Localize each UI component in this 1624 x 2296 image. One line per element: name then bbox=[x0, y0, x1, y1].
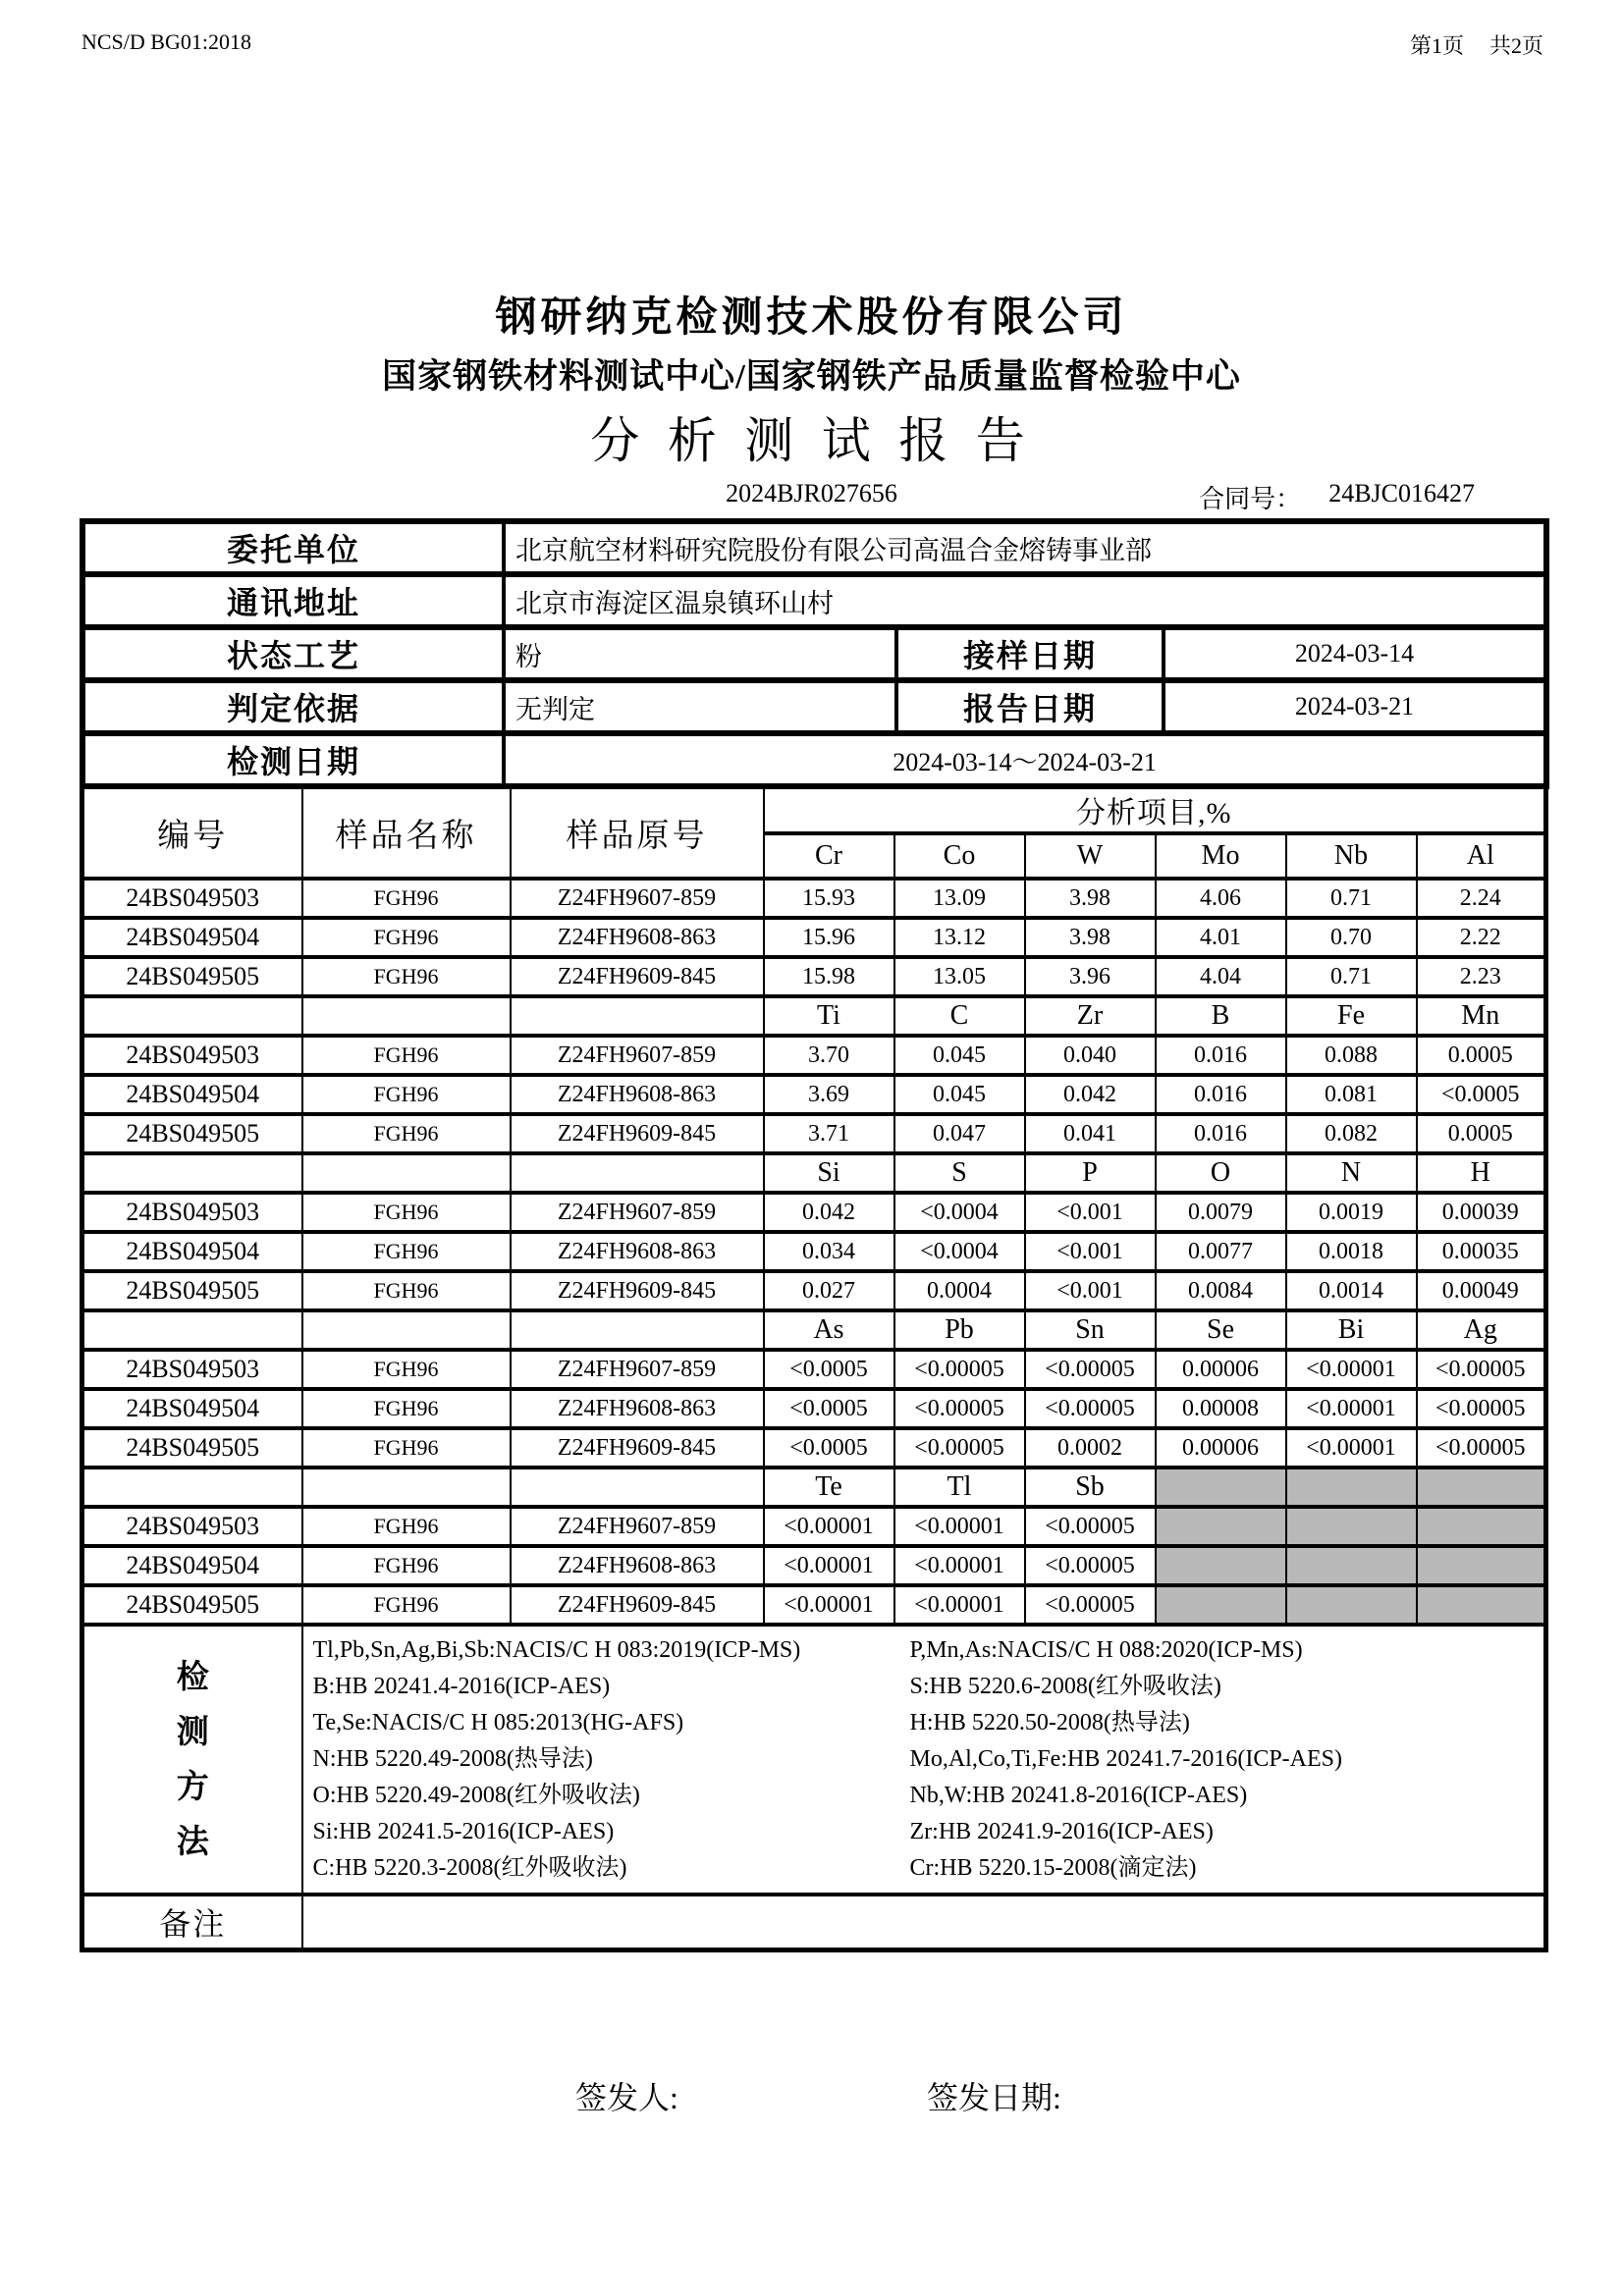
value-cell: <0.00001 bbox=[894, 1546, 1025, 1585]
element-header-Bi: Bi bbox=[1286, 1310, 1417, 1350]
element-header-row-3 bbox=[82, 1310, 1546, 1350]
value-cell: 0.00008 bbox=[1156, 1389, 1286, 1428]
value-cell: <0.00005 bbox=[1025, 1389, 1156, 1428]
number-row bbox=[80, 479, 1543, 512]
method-line-left: Te,Se:NACIS/C H 085:2013(HG-AFS) bbox=[312, 1710, 684, 1735]
sample-origin: Z24FH9607-859 bbox=[511, 1350, 764, 1389]
value-cell: <0.0004 bbox=[894, 1193, 1025, 1232]
method-line-left: Tl,Pb,Sn,Ag,Bi,Sb:NACIS/C H 083:2019(ICP-MS) bbox=[312, 1637, 801, 1663]
greyed-cell bbox=[1417, 1585, 1546, 1625]
methods-label-char: 测 bbox=[176, 1714, 209, 1750]
value-cell: 0.045 bbox=[894, 1075, 1025, 1114]
element-header-H: H bbox=[1417, 1153, 1546, 1193]
element-header-Tl: Tl bbox=[894, 1468, 1025, 1507]
empty-cell bbox=[82, 1310, 302, 1350]
info-row-state bbox=[82, 627, 1546, 680]
contract-number: 24BJC016427 bbox=[1328, 479, 1475, 507]
element-header-Mo: Mo bbox=[1156, 833, 1286, 879]
element-header-Sn: Sn bbox=[1025, 1310, 1156, 1350]
value-cell: <0.00005 bbox=[894, 1389, 1025, 1428]
value-cell: 0.0084 bbox=[1156, 1271, 1286, 1310]
report-number: 2024BJR027656 bbox=[726, 479, 897, 507]
report-date-label: 报告日期 bbox=[896, 680, 1164, 733]
value-cell: 0.0002 bbox=[1025, 1428, 1156, 1468]
value-cell: <0.00001 bbox=[1286, 1389, 1417, 1428]
sample-row-4-0 bbox=[82, 1507, 1546, 1546]
value-cell: <0.0005 bbox=[764, 1350, 894, 1389]
sample-row-4-1 bbox=[82, 1546, 1546, 1585]
empty-cell bbox=[511, 1468, 764, 1507]
sample-origin: Z24FH9607-859 bbox=[511, 1507, 764, 1546]
element-header-Sb: Sb bbox=[1025, 1468, 1156, 1507]
methods-label bbox=[82, 1625, 302, 1895]
state-value: 粉 bbox=[504, 627, 896, 680]
value-cell: 0.0018 bbox=[1286, 1232, 1417, 1271]
empty-cell bbox=[302, 1468, 511, 1507]
element-header-C: C bbox=[894, 996, 1025, 1036]
value-cell: 0.016 bbox=[1156, 1114, 1286, 1153]
element-header-W: W bbox=[1025, 833, 1156, 879]
empty-cell bbox=[302, 996, 511, 1036]
value-cell: 15.98 bbox=[764, 957, 894, 996]
element-header-Si: Si bbox=[764, 1153, 894, 1193]
sample-id: 24BS049504 bbox=[82, 1546, 302, 1585]
sample-origin: Z24FH9607-859 bbox=[511, 879, 764, 918]
element-header-B: B bbox=[1156, 996, 1286, 1036]
value-cell: <0.00005 bbox=[894, 1428, 1025, 1468]
sample-id: 24BS049505 bbox=[82, 1271, 302, 1310]
sample-origin: Z24FH9607-859 bbox=[511, 1036, 764, 1075]
info-row-testdate bbox=[82, 733, 1546, 786]
element-header-Cr: Cr bbox=[764, 833, 894, 879]
sample-name: FGH96 bbox=[302, 1428, 511, 1468]
greyed-cell bbox=[1156, 1468, 1286, 1507]
col-header-items: 分析项目,% bbox=[764, 786, 1546, 834]
info-table bbox=[80, 518, 1549, 789]
sample-origin: Z24FH9608-863 bbox=[511, 1232, 764, 1271]
signature-area bbox=[80, 2073, 1543, 2122]
value-cell: 15.96 bbox=[764, 918, 894, 957]
sample-row-0-2 bbox=[82, 957, 1546, 996]
greyed-cell bbox=[1286, 1546, 1417, 1585]
receive-date-label: 接样日期 bbox=[896, 627, 1164, 680]
sample-name: FGH96 bbox=[302, 1585, 511, 1625]
method-line-right: S:HB 5220.6-2008(红外吸收法) bbox=[909, 1674, 1221, 1699]
value-cell: 0.0019 bbox=[1286, 1193, 1417, 1232]
methods-label-char: 法 bbox=[176, 1824, 209, 1860]
value-cell: 3.98 bbox=[1025, 879, 1156, 918]
value-cell: 0.00035 bbox=[1417, 1232, 1546, 1271]
empty-cell bbox=[302, 1153, 511, 1193]
value-cell: 0.088 bbox=[1286, 1036, 1417, 1075]
value-cell: 0.70 bbox=[1286, 918, 1417, 957]
method-line-left: C:HB 5220.3-2008(红外吸收法) bbox=[312, 1855, 627, 1881]
value-cell: 15.93 bbox=[764, 879, 894, 918]
company-name: 钢研纳克检测技术股份有限公司 bbox=[495, 295, 1128, 341]
value-cell: 2.23 bbox=[1417, 957, 1546, 996]
sample-id: 24BS049503 bbox=[82, 1350, 302, 1389]
value-cell: 0.082 bbox=[1286, 1114, 1417, 1153]
method-line-right: Nb,W:HB 20241.8-2016(ICP-AES) bbox=[909, 1783, 1248, 1808]
address-value: 北京市海淀区温泉镇环山村 bbox=[504, 574, 1546, 627]
greyed-cell bbox=[1417, 1468, 1546, 1507]
greyed-cell bbox=[1286, 1585, 1417, 1625]
report-header bbox=[80, 294, 1543, 512]
sample-name: FGH96 bbox=[302, 1193, 511, 1232]
sample-origin: Z24FH9608-863 bbox=[511, 1389, 764, 1428]
empty-cell bbox=[82, 1153, 302, 1193]
remark-content bbox=[302, 1895, 1546, 1950]
value-cell: 0.0004 bbox=[894, 1271, 1025, 1310]
doc-code: NCS/D BG01:2018 bbox=[81, 29, 251, 54]
value-cell: 3.70 bbox=[764, 1036, 894, 1075]
sample-id: 24BS049503 bbox=[82, 1193, 302, 1232]
element-header-row-4 bbox=[82, 1468, 1546, 1507]
sample-id: 24BS049505 bbox=[82, 1428, 302, 1468]
value-cell: 0.041 bbox=[1025, 1114, 1156, 1153]
table-header-row bbox=[82, 786, 1546, 834]
value-cell: <0.00001 bbox=[1286, 1428, 1417, 1468]
empty-cell bbox=[511, 1153, 764, 1193]
col-header-id: 编号 bbox=[82, 786, 302, 880]
value-cell: 0.0005 bbox=[1417, 1114, 1546, 1153]
element-header-Co: Co bbox=[894, 833, 1025, 879]
method-line-right: Cr:HB 5220.15-2008(滴定法) bbox=[909, 1855, 1197, 1881]
sample-id: 24BS049504 bbox=[82, 1075, 302, 1114]
empty-cell bbox=[511, 1310, 764, 1350]
contract-label: 合同号： bbox=[1199, 485, 1302, 513]
value-cell: <0.00001 bbox=[894, 1585, 1025, 1625]
greyed-cell bbox=[1417, 1507, 1546, 1546]
sample-name: FGH96 bbox=[302, 879, 511, 918]
value-cell: 0.040 bbox=[1025, 1036, 1156, 1075]
sample-name: FGH96 bbox=[302, 1271, 511, 1310]
methods-label-text bbox=[84, 1661, 301, 1859]
sample-name: FGH96 bbox=[302, 1114, 511, 1153]
sample-origin: Z24FH9608-863 bbox=[511, 1546, 764, 1585]
value-cell: 13.09 bbox=[894, 879, 1025, 918]
element-header-As: As bbox=[764, 1310, 894, 1350]
element-header-Mn: Mn bbox=[1417, 996, 1546, 1036]
info-row-client bbox=[82, 521, 1546, 574]
col-header-origin: 样品原号 bbox=[511, 786, 764, 880]
address-label: 通讯地址 bbox=[82, 574, 504, 627]
value-cell: 0.047 bbox=[894, 1114, 1025, 1153]
methods-grid bbox=[313, 1632, 1544, 1887]
method-line-right: P,Mn,As:NACIS/C H 088:2020(ICP-MS) bbox=[909, 1637, 1303, 1663]
sample-row-3-0 bbox=[82, 1350, 1546, 1389]
value-cell: <0.001 bbox=[1025, 1232, 1156, 1271]
sample-name: FGH96 bbox=[302, 1546, 511, 1585]
value-cell: 0.0077 bbox=[1156, 1232, 1286, 1271]
methods-label-char: 检 bbox=[176, 1659, 209, 1695]
receive-date-value: 2024-03-14 bbox=[1164, 627, 1546, 680]
method-line-left: B:HB 20241.4-2016(ICP-AES) bbox=[312, 1674, 611, 1699]
info-row-basis bbox=[82, 680, 1546, 733]
value-cell: <0.0005 bbox=[764, 1389, 894, 1428]
element-header-Te: Te bbox=[764, 1468, 894, 1507]
top-bar bbox=[81, 29, 1543, 60]
value-cell: <0.00005 bbox=[894, 1350, 1025, 1389]
issue-date-label: 签发日期: bbox=[927, 2080, 1061, 2115]
value-cell: 0.00006 bbox=[1156, 1350, 1286, 1389]
value-cell: <0.00005 bbox=[1417, 1389, 1546, 1428]
value-cell: 0.00006 bbox=[1156, 1428, 1286, 1468]
test-date-value: 2024-03-14～2024-03-21 bbox=[504, 733, 1546, 786]
sample-row-1-0 bbox=[82, 1036, 1546, 1075]
analysis-table-body bbox=[82, 879, 1546, 1950]
greyed-cell bbox=[1156, 1585, 1286, 1625]
sample-row-2-0 bbox=[82, 1193, 1546, 1232]
test-date-label: 检测日期 bbox=[82, 733, 504, 786]
sample-origin: Z24FH9608-863 bbox=[511, 918, 764, 957]
analysis-table bbox=[80, 783, 1548, 1952]
element-header-row-1 bbox=[82, 996, 1546, 1036]
value-cell: 0.081 bbox=[1286, 1075, 1417, 1114]
sample-id: 24BS049503 bbox=[82, 1036, 302, 1075]
info-row-address bbox=[82, 574, 1546, 627]
sample-id: 24BS049504 bbox=[82, 1389, 302, 1428]
remark-label: 备注 bbox=[82, 1895, 302, 1950]
value-cell: <0.00001 bbox=[894, 1507, 1025, 1546]
value-cell: <0.00005 bbox=[1417, 1350, 1546, 1389]
method-line-left: N:HB 5220.49-2008(热导法) bbox=[312, 1746, 593, 1772]
method-line-left: Si:HB 20241.5-2016(ICP-AES) bbox=[312, 1819, 615, 1844]
sample-name: FGH96 bbox=[302, 1389, 511, 1428]
sample-name: FGH96 bbox=[302, 1036, 511, 1075]
element-header-row-2 bbox=[82, 1153, 1546, 1193]
value-cell: 0.0079 bbox=[1156, 1193, 1286, 1232]
empty-cell bbox=[511, 996, 764, 1036]
sample-origin: Z24FH9609-845 bbox=[511, 1114, 764, 1153]
element-header-Zr: Zr bbox=[1025, 996, 1156, 1036]
sample-name: FGH96 bbox=[302, 1350, 511, 1389]
report-date-value: 2024-03-21 bbox=[1164, 680, 1546, 733]
greyed-cell bbox=[1286, 1507, 1417, 1546]
method-line-right: Mo,Al,Co,Ti,Fe:HB 20241.7-2016(ICP-AES) bbox=[909, 1746, 1342, 1772]
value-cell: <0.00005 bbox=[1025, 1507, 1156, 1546]
center-names: 国家钢铁材料测试中心/国家钢铁产品质量监督检验中心 bbox=[382, 357, 1241, 396]
element-header-Ti: Ti bbox=[764, 996, 894, 1036]
value-cell: 4.06 bbox=[1156, 879, 1286, 918]
value-cell: 0.034 bbox=[764, 1232, 894, 1271]
value-cell: 0.71 bbox=[1286, 879, 1417, 918]
basis-value: 无判定 bbox=[504, 680, 896, 733]
value-cell: 4.01 bbox=[1156, 918, 1286, 957]
col-header-name: 样品名称 bbox=[302, 786, 511, 880]
value-cell: <0.001 bbox=[1025, 1193, 1156, 1232]
sample-id: 24BS049504 bbox=[82, 1232, 302, 1271]
sample-origin: Z24FH9608-863 bbox=[511, 1075, 764, 1114]
sample-name: FGH96 bbox=[302, 1232, 511, 1271]
value-cell: <0.001 bbox=[1025, 1271, 1156, 1310]
remark-row bbox=[82, 1895, 1546, 1950]
page-indicator bbox=[1410, 29, 1543, 60]
value-cell: <0.00001 bbox=[764, 1585, 894, 1625]
sample-origin: Z24FH9609-845 bbox=[511, 957, 764, 996]
sample-row-2-1 bbox=[82, 1232, 1546, 1271]
sample-name: FGH96 bbox=[302, 957, 511, 996]
value-cell: 0.042 bbox=[764, 1193, 894, 1232]
sample-name: FGH96 bbox=[302, 1075, 511, 1114]
value-cell: <0.00005 bbox=[1025, 1350, 1156, 1389]
value-cell: 0.016 bbox=[1156, 1036, 1286, 1075]
sample-row-1-1 bbox=[82, 1075, 1546, 1114]
sample-id: 24BS049503 bbox=[82, 879, 302, 918]
value-cell: 3.71 bbox=[764, 1114, 894, 1153]
value-cell: 13.05 bbox=[894, 957, 1025, 996]
sample-id: 24BS049503 bbox=[82, 1507, 302, 1546]
value-cell: <0.00005 bbox=[1025, 1546, 1156, 1585]
greyed-cell bbox=[1156, 1507, 1286, 1546]
client-label: 委托单位 bbox=[82, 521, 504, 574]
page-number: 第1页 bbox=[1409, 33, 1464, 58]
method-line-left: O:HB 5220.49-2008(红外吸收法) bbox=[312, 1783, 640, 1808]
element-header-O: O bbox=[1156, 1153, 1286, 1193]
methods-content bbox=[302, 1625, 1546, 1895]
element-header-Ag: Ag bbox=[1417, 1310, 1546, 1350]
methods-row bbox=[82, 1625, 1546, 1895]
sample-origin: Z24FH9609-845 bbox=[511, 1585, 764, 1625]
sample-origin: Z24FH9609-845 bbox=[511, 1271, 764, 1310]
sample-row-4-2 bbox=[82, 1585, 1546, 1625]
sample-row-0-1 bbox=[82, 918, 1546, 957]
value-cell: 0.0014 bbox=[1286, 1271, 1417, 1310]
sample-id: 24BS049505 bbox=[82, 1114, 302, 1153]
greyed-cell bbox=[1286, 1468, 1417, 1507]
sample-row-0-0 bbox=[82, 879, 1546, 918]
sample-row-3-2 bbox=[82, 1428, 1546, 1468]
sample-origin: Z24FH9607-859 bbox=[511, 1193, 764, 1232]
empty-cell bbox=[82, 996, 302, 1036]
sample-id: 24BS049505 bbox=[82, 957, 302, 996]
value-cell: <0.0004 bbox=[894, 1232, 1025, 1271]
value-cell: 2.22 bbox=[1417, 918, 1546, 957]
value-cell: 0.045 bbox=[894, 1036, 1025, 1075]
greyed-cell bbox=[1417, 1546, 1546, 1585]
value-cell: 0.016 bbox=[1156, 1075, 1286, 1114]
element-header-N: N bbox=[1286, 1153, 1417, 1193]
method-line-right: Zr:HB 20241.9-2016(ICP-AES) bbox=[909, 1819, 1214, 1844]
element-header-Pb: Pb bbox=[894, 1310, 1025, 1350]
element-header-Nb: Nb bbox=[1286, 833, 1417, 879]
value-cell: <0.0005 bbox=[764, 1428, 894, 1468]
value-cell: 0.00049 bbox=[1417, 1271, 1546, 1310]
sample-row-3-1 bbox=[82, 1389, 1546, 1428]
value-cell: 3.98 bbox=[1025, 918, 1156, 957]
empty-cell bbox=[302, 1310, 511, 1350]
value-cell: 3.69 bbox=[764, 1075, 894, 1114]
tables-area bbox=[80, 518, 1543, 1952]
methods-label-char: 方 bbox=[176, 1769, 209, 1805]
empty-cell bbox=[82, 1468, 302, 1507]
value-cell: <0.00005 bbox=[1417, 1428, 1546, 1468]
value-cell: 2.24 bbox=[1417, 879, 1546, 918]
basis-label: 判定依据 bbox=[82, 680, 504, 733]
sample-row-2-2 bbox=[82, 1271, 1546, 1310]
value-cell: 3.96 bbox=[1025, 957, 1156, 996]
client-value: 北京航空材料研究院股份有限公司高温合金熔铸事业部 bbox=[504, 521, 1546, 574]
element-header-S: S bbox=[894, 1153, 1025, 1193]
value-cell: 4.04 bbox=[1156, 957, 1286, 996]
sample-row-1-2 bbox=[82, 1114, 1546, 1153]
element-header-Al: Al bbox=[1417, 833, 1546, 879]
value-cell: 0.71 bbox=[1286, 957, 1417, 996]
element-header-Se: Se bbox=[1156, 1310, 1286, 1350]
sample-id: 24BS049505 bbox=[82, 1585, 302, 1625]
report-title: 分 析 测 试 报 告 bbox=[590, 413, 1033, 468]
value-cell: <0.00001 bbox=[764, 1546, 894, 1585]
method-line-right: H:HB 5220.50-2008(热导法) bbox=[909, 1710, 1190, 1735]
sample-id: 24BS049504 bbox=[82, 918, 302, 957]
value-cell: <0.00001 bbox=[1286, 1350, 1417, 1389]
sample-origin: Z24FH9609-845 bbox=[511, 1428, 764, 1468]
contract-block bbox=[1199, 479, 1475, 515]
state-label: 状态工艺 bbox=[82, 627, 504, 680]
value-cell: <0.0005 bbox=[1417, 1075, 1546, 1114]
greyed-cell bbox=[1156, 1546, 1286, 1585]
sample-name: FGH96 bbox=[302, 1507, 511, 1546]
issuer-label: 签发人: bbox=[575, 2080, 678, 2115]
element-header-P: P bbox=[1025, 1153, 1156, 1193]
value-cell: 0.027 bbox=[764, 1271, 894, 1310]
sample-name: FGH96 bbox=[302, 918, 511, 957]
element-header-Fe: Fe bbox=[1286, 996, 1417, 1036]
value-cell: <0.00001 bbox=[764, 1507, 894, 1546]
value-cell: <0.00005 bbox=[1025, 1585, 1156, 1625]
value-cell: 13.12 bbox=[894, 918, 1025, 957]
value-cell: 0.042 bbox=[1025, 1075, 1156, 1114]
value-cell: 0.0005 bbox=[1417, 1036, 1546, 1075]
page-total: 共2页 bbox=[1489, 33, 1543, 58]
value-cell: 0.00039 bbox=[1417, 1193, 1546, 1232]
